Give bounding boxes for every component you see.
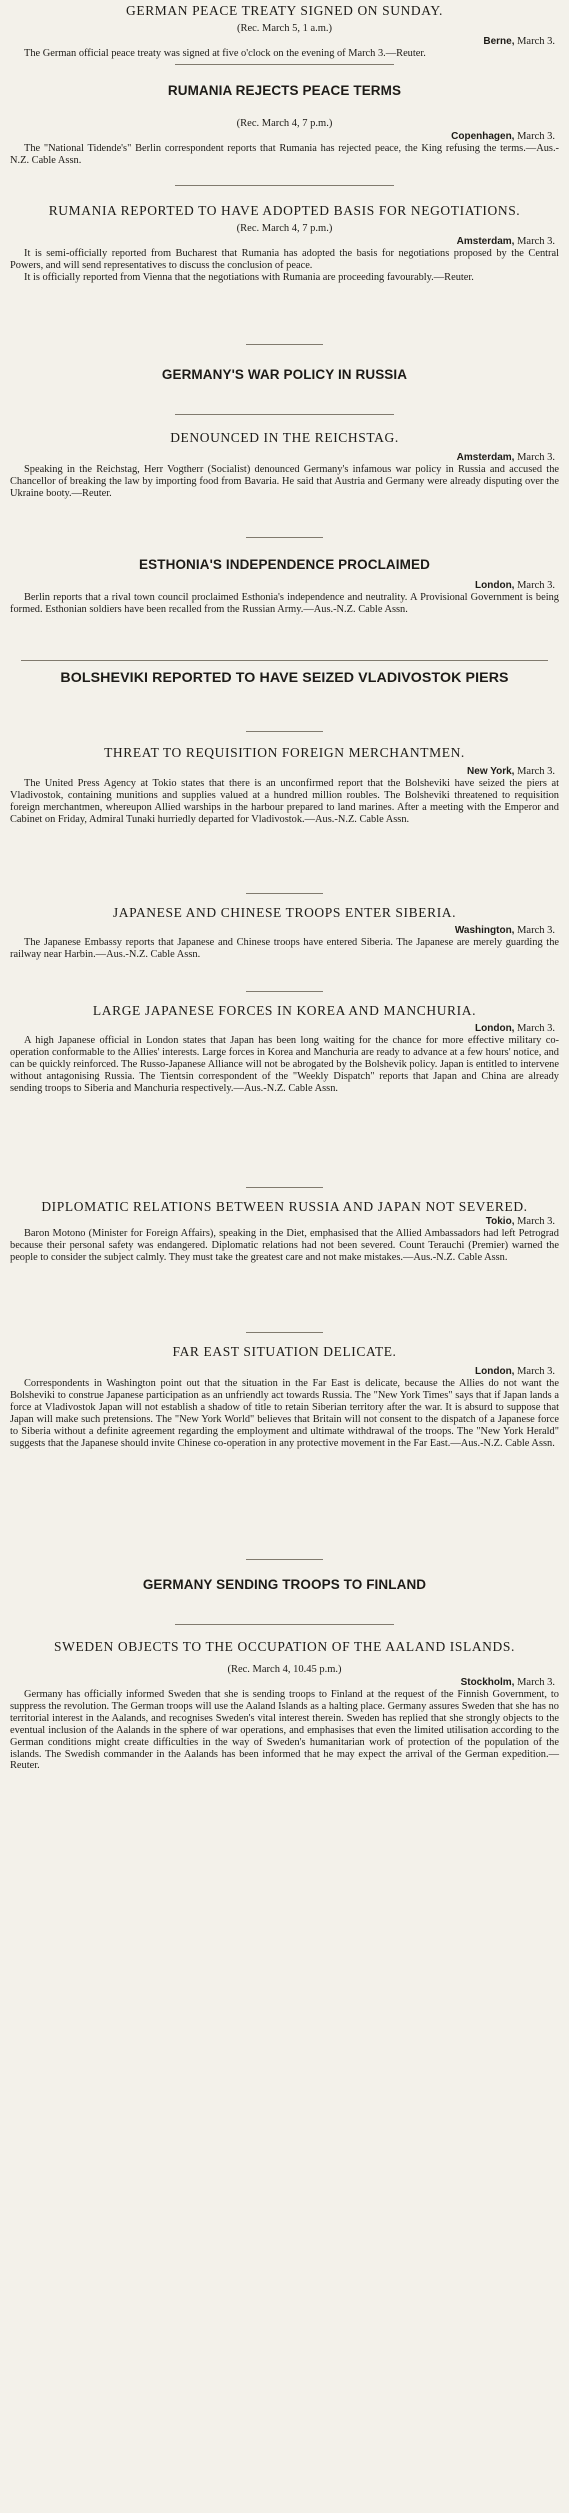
dateline-place: London, — [475, 580, 515, 591]
article-body — [10, 1035, 559, 1095]
dateline-place: Copenhagen, — [451, 131, 515, 142]
dateline — [10, 36, 555, 48]
dateline-date: March 3. — [514, 766, 555, 777]
dateline-date: March 3. — [514, 1023, 555, 1034]
dateline — [10, 452, 555, 464]
article-esthonia-independence — [10, 538, 559, 660]
article-headline: GERMANY SENDING TROOPS TO FINLAND — [142, 1577, 427, 1592]
article-paragraph: The United Press Agency at Tokio states that there is an unconfirmed report that the Bolsheviki have seized the piers at Vladivostok, containing munitions and supplies valued at a hundred million roubles. The Bolsheviki threatened to requisition foreign merchantmen, whereupon Allied warships in the harbour prepared to land marines. After a meeting with the Emperor and Cabinet on Friday, Admiral Tunaki hurriedly departed for Vladivostok.—Aus.-N.Z. Cable Assn. — [10, 778, 559, 825]
article-body — [10, 1689, 559, 1772]
article-rumania-rejects — [10, 65, 559, 185]
article-headline: DENOUNCED IN THE REICHSTAG. — [170, 430, 399, 445]
article-headline: BOLSHEVIKI REPORTED TO HAVE SEIZED VLADIVOSTOK PIERS — [60, 670, 509, 686]
article-headline: GERMANY'S WAR POLICY IN RUSSIA — [161, 367, 408, 382]
dateline — [10, 1023, 555, 1035]
article-headline: RUMANIA REJECTS PEACE TERMS — [167, 83, 402, 98]
article-germany-troops-finland — [10, 1560, 559, 1624]
article-headline: THREAT TO REQUISITION FOREIGN MERCHANTMEN. — [104, 745, 465, 760]
dateline — [10, 766, 555, 778]
article-headline: ESTHONIA'S INDEPENDENCE PROCLAIMED — [139, 557, 430, 572]
received-line: (Rec. March 4, 7 p.m.) — [236, 223, 333, 234]
received-line: (Rec. March 4, 10.45 p.m.) — [227, 1664, 342, 1675]
article-headline: LARGE JAPANESE FORCES IN KOREA AND MANCHURIA. — [92, 1003, 477, 1018]
article-paragraph: The "National Tidende's" Berlin correspondent reports that Rumania has rejected peace, the King refusing the terms.—Aus.-N.Z. Cable Assn. — [10, 143, 559, 166]
article-far-east-situation — [10, 1333, 559, 1559]
dateline-date: March 3. — [514, 1366, 555, 1377]
dateline-place: Amsterdam, — [456, 452, 515, 463]
article-paragraph: Baron Motono (Minister for Foreign Affairs), speaking in the Diet, emphasised that the Allied Ambassadors had left Petrograd because their personal safety was endangered. Diplomatic relations had not been severed. Count Terauchi (Premier) warned the people to consider the subject calmly. They must take the greatest care and not make mistakes.—Aus.-N.Z. Cable Assn. — [10, 1228, 559, 1263]
dateline-place: London, — [475, 1366, 515, 1377]
article-body — [10, 937, 559, 961]
dateline-date: March 3. — [514, 580, 555, 591]
dateline — [10, 925, 555, 937]
article-headline: RUMANIA REPORTED TO HAVE ADOPTED BASIS FOR NEGOTIATIONS. — [48, 203, 521, 218]
article-diplomatic-relations — [10, 1188, 559, 1332]
article-headline: SWEDEN OBJECTS TO THE OCCUPATION OF THE AALAND ISLANDS. — [54, 1639, 515, 1654]
dateline — [10, 1677, 555, 1689]
article-paragraph: Speaking in the Reichstag, Herr Vogtherr (Socialist) denounced Germany's infamous war policy in Russia and accused the Chancellor of breaking the law by importing food from Bavaria. He said that Austria and Germany were already disputing over the Ukraine booty.—Reuter. — [10, 464, 559, 499]
dateline — [10, 236, 555, 248]
article-rumania-negotiations — [10, 186, 559, 344]
article-paragraph: Germany has officially informed Sweden that she is sending troops to Finland at the request of the Finnish Government, to suppress the revolution. The German troops will use the Aaland Islands as a halting place. Germany assures Sweden that she has no territorial interest in the Aalands, and recognises Sweden's vital interest therein. Sweden has replied that she strongly objects to the eventual inclusion of the Aalands in the sphere of war operations, and emphasises that even the limited utilisation according to the German conditions might create difficulties in the way of Sweden's humanitarian work of protection of the population of the islands. The Swedish commander in the Aalands has been informed that he may expect the arrival of the German expedition.—Reuter. — [10, 1689, 559, 1772]
article-body — [10, 248, 559, 284]
received-line: (Rec. March 5, 1 a.m.) — [236, 23, 333, 34]
article-japanese-chinese-troops — [10, 894, 559, 991]
article-paragraph: It is officially reported from Vienna that the negotiations with Rumania are proceeding favourably.—Reuter. — [24, 271, 474, 283]
dateline-place: Stockholm, — [460, 1677, 515, 1688]
dateline-place: New York, — [467, 766, 515, 777]
dateline-place: London, — [475, 1023, 515, 1034]
article-paragraph: Berlin reports that a rival town council proclaimed Esthonia's independence and neutrality. A Provisional Government is being formed. Esthonian soldiers have been recalled from the Russian Army.—Aus.-N.Z. Cable Assn. — [10, 592, 559, 615]
article-sweden-aaland — [10, 1625, 559, 1916]
dateline-date: March 3. — [514, 1216, 555, 1227]
article-headline: GERMAN PEACE TREATY SIGNED ON SUNDAY. — [126, 3, 443, 18]
article-body — [10, 778, 559, 826]
dateline-date: March 3. — [514, 36, 555, 47]
dateline-place: Berne, — [483, 36, 515, 47]
dateline — [10, 1216, 555, 1228]
dateline-place: Tokio, — [485, 1216, 515, 1227]
article-denounced-reichstag — [10, 415, 559, 537]
article-body — [10, 592, 559, 616]
dateline-date: March 3. — [514, 925, 555, 936]
article-body — [10, 464, 559, 500]
dateline-date: March 3. — [514, 236, 555, 247]
article-paragraph: The German official peace treaty was signed at five o'clock on the evening of March 3.—Reuter. — [24, 48, 426, 59]
dateline-date: March 3. — [514, 131, 555, 142]
article-body — [10, 1228, 559, 1264]
article-body — [10, 1378, 559, 1449]
received-line: (Rec. March 4, 7 p.m.) — [236, 118, 333, 129]
article-paragraph: Correspondents in Washington point out that the situation in the Far East is delicate, because the Allies do not want the Bolsheviki to construe Japanese participation as an unfriendly act towards Russia. The "New York Times" says that if Japan lands a force at Vladivostok Japan will not establish a shadow of title to retain Siberian territory after the war. It is absurd to suppose that Japan will make such pretensions. The "New York World" believes that Britain will not consent to the dispatch of a Japanese force to Siberia without a definite agreement regarding the employment and ultimate withdrawal of the troops. The "New York Herald" suggests that the Japanese should invite Chinese co-operation in any protective movement in the Far East.—Aus.-N.Z. Cable Assn. — [10, 1378, 559, 1449]
dateline — [10, 1366, 555, 1378]
article-paragraph: It is semi-officially reported from Bucharest that Rumania has adopted the basis for negotiations proposed by the Central Powers, and will send representatives to discuss the conclusion of peace. — [10, 248, 559, 271]
article-headline: DIPLOMATIC RELATIONS BETWEEN RUSSIA AND JAPAN NOT SEVERED. — [41, 1199, 528, 1214]
article-body — [10, 143, 559, 167]
dateline-date: March 3. — [514, 452, 555, 463]
dateline-date: March 3. — [514, 1677, 555, 1688]
article-requisition-merchantmen — [10, 732, 559, 893]
article-germany-war-policy — [10, 345, 559, 414]
article-german-peace-treaty — [10, 0, 559, 64]
dateline-place: Amsterdam, — [456, 236, 515, 247]
article-paragraph: The Japanese Embassy reports that Japanese and Chinese troops have entered Siberia. The Japanese are merely guarding the railway near Harbin.—Aus.-N.Z. Cable Assn. — [10, 937, 559, 960]
dateline — [10, 131, 555, 143]
article-paragraph: A high Japanese official in London states that Japan has been long waiting for the chance for more effective military co-operation conformable to the Allies' interests. Large forces in Korea and Manchuria are ready to advance at a few hours' notice, and can be quickly reinforced. The Russo-Japanese Alliance will not be abrogated by the Bolshevik policy. Japan is entitled to intervene without antagonising Russia. The Tientsin correspondent of the "Weekly Dispatch" reports that Japan and China are already sending troops to Siberia and Manchuria respectively.—Aus.-N.Z. Cable Assn. — [10, 1035, 559, 1094]
dateline-place: Washington, — [454, 925, 515, 936]
article-headline: FAR EAST SITUATION DELICATE. — [172, 1344, 397, 1359]
article-headline: JAPANESE AND CHINESE TROOPS ENTER SIBERIA. — [112, 905, 457, 920]
article-bolsheviki-vladivostok — [10, 661, 559, 731]
article-body — [10, 48, 559, 60]
article-japanese-forces-korea — [10, 992, 559, 1187]
dateline — [10, 580, 555, 592]
